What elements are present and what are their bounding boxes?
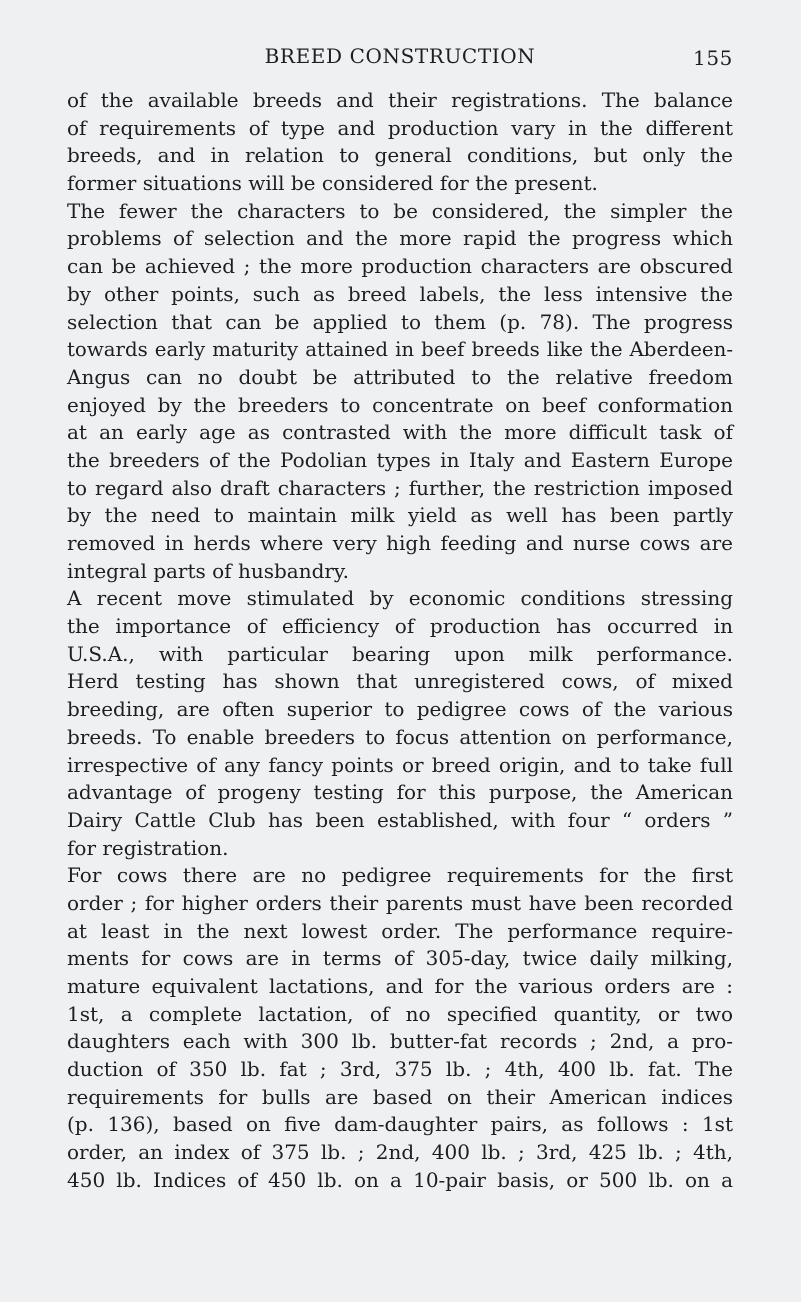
- text-line: Herd testing has shown that unregistered cows, of mixed: [67, 669, 733, 694]
- text-line: Dairy Cattle Club has been established, with four “ orders ”: [67, 807, 733, 832]
- page-number: 155: [693, 46, 733, 70]
- text-line: the breeders of the Podolian types in Italy and Eastern Europe: [67, 447, 733, 472]
- text-line: by the need to maintain milk yield as well has been partly: [67, 503, 733, 528]
- text-line: ments for cows are in terms of 305-day, twice daily milking,: [67, 946, 733, 971]
- text-line: breeds. To enable breeders to focus attention on performance,: [67, 724, 733, 749]
- text-line: order ; for higher orders their parents must have been recorded: [67, 890, 733, 915]
- text-line: at an early age as contrasted with the more difficult task of: [67, 420, 733, 445]
- text-line: integral parts of husbandry.: [67, 558, 349, 583]
- text-line: can be achieved ; the more production characters are obscured: [67, 254, 733, 279]
- text-line: former situations will be considered for the present.: [67, 171, 598, 196]
- text-line: 450 lb. Indices of 450 lb. on a 10-pair basis, or 500 lb. on a: [67, 1167, 733, 1192]
- text-line: daughters each with 300 lb. butter-fat records ; 2nd, a pro-: [67, 1029, 733, 1054]
- text-line: enjoyed by the breeders to concentrate on beef conformation: [67, 392, 733, 417]
- body-text: [67, 87, 733, 1195]
- text-line: breeding, are often superior to pedigree cows of the various: [67, 697, 733, 722]
- text-line: irrespective of any fancy points or breed origin, and to take full: [67, 752, 733, 777]
- text-line: A recent move stimulated by economic conditions stressing: [67, 586, 733, 611]
- text-line: towards early maturity attained in beef breeds like the Aberdeen-: [67, 338, 733, 362]
- text-line: at least in the next lowest order. The performance require-: [67, 918, 733, 943]
- text-line: selection that can be applied to them (p. 78). The progress: [67, 309, 733, 334]
- text-line: mature equivalent lactations, and for the various orders are :: [67, 974, 733, 998]
- text-line: Angus can no doubt be attributed to the relative freedom: [67, 364, 733, 389]
- text-line: 1st, a complete lactation, of no specified quantity, or two: [67, 1001, 733, 1026]
- text-line: of requirements of type and production vary in the different: [67, 115, 733, 140]
- text-line: requirements for bulls are based on their American indices: [67, 1084, 733, 1109]
- text-line: duction of 350 lb. fat ; 3rd, 375 lb. ; 4th, 400 lb. fat. The: [67, 1057, 733, 1082]
- text-line: The fewer the characters to be considered, the simpler the: [67, 198, 733, 223]
- text-line: For cows there are no pedigree requirements for the first: [67, 863, 733, 888]
- text-line: to regard also draft characters ; further, the restriction imposed: [67, 475, 733, 500]
- text-line: of the available breeds and their registrations. The balance: [67, 88, 733, 112]
- text-line: the importance of efficiency of production has occurred in: [67, 614, 733, 639]
- text-line: order, an index of 375 lb. ; 2nd, 400 lb. ; 3rd, 425 lb. ; 4th,: [67, 1140, 733, 1165]
- text-line: by other points, such as breed labels, the less intensive the: [67, 281, 733, 306]
- text-line: problems of selection and the more rapid the progress which: [67, 226, 733, 251]
- text-line: breeds, and in relation to general conditions, but only the: [67, 143, 733, 168]
- text-line: U.S.A., with particular bearing upon milk performance.: [67, 641, 733, 666]
- text-line: for registration.: [67, 835, 229, 860]
- running-head: [67, 44, 733, 74]
- text-line: (p. 136), based on five dam-daughter pairs, as follows : 1st: [67, 1112, 733, 1137]
- text-line: removed in herds where very high feeding and nurse cows are: [67, 531, 733, 555]
- chapter-title: BREED CONSTRUCTION: [264, 44, 536, 68]
- text-line: advantage of progeny testing for this purpose, the American: [67, 780, 733, 805]
